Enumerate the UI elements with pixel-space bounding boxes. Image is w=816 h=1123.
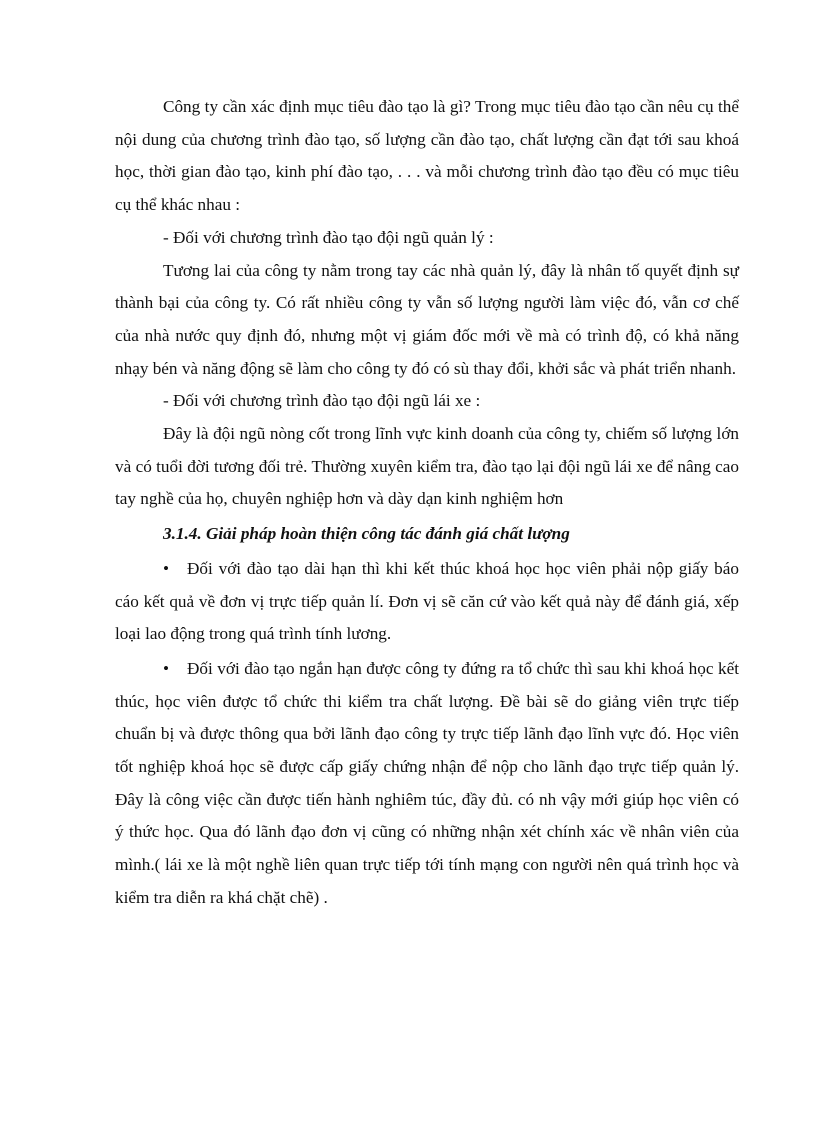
bullet-text: Đối với đào tạo dài hạn thì khi kết thúc khoá học học viên phải nộp giấy báo cáo kết quả về đơn vị trực tiếp quản lí. Đơn vị sẽ căn cứ vào kết quả này để đánh giá, xếp loại lao động trong quá trình tính lương. bbox=[115, 558, 739, 644]
section-heading: 3.1.4. Giải pháp hoàn thiện công tác đánh giá chất lượng bbox=[163, 524, 570, 544]
paragraph-driver-program: - Đối với chương trình đào tạo đội ngũ lái xe : bbox=[163, 391, 481, 411]
bullet-item-long-term bbox=[115, 553, 739, 651]
document-body bbox=[115, 91, 739, 915]
paragraph-management-program: - Đối với chương trình đào tạo đội ngũ quản lý : bbox=[163, 227, 494, 247]
bullet-item-short-term bbox=[115, 653, 739, 915]
paragraph-training-objectives: Công ty cần xác định mục tiêu đào tạo là gì? Trong mục tiêu đào tạo cần nêu cụ thể nội dung của chương trình đào tạo, số lượng cần đào tạo, chất lượng cần đạt tới sau khoá học, thời gian đào tạo, kinh phí đào tạo, . . . và mỗi chương trình đào tạo đều có mục tiêu cụ thể khác nhau : bbox=[115, 97, 739, 215]
bullet-icon: • bbox=[163, 658, 170, 678]
bullet-text: Đối với đào tạo ngắn hạn được công ty đứng ra tổ chức thì sau khi khoá học kết thúc, học viên được tổ chức thi kiểm tra chất lượng. Đề bài sẽ do giảng viên trực tiếp chuẩn bị và được thông qua bởi lãnh đạo công ty trực tiếp lãnh đạo lĩnh vực đó. Học viên tốt nghiệp khoá học sẽ được cấp giấy chứng nhận để nộp cho lãnh đạo trực tiếp quản lý. Đây là công việc cần được tiến hành nghiêm túc, đầy đủ. có nh vậy mới giúp học viên có ý thức học. Qua đó lãnh đạo đơn vị cũng có những nhận xét chính xác về nhân viên của mình.( lái xe là một nghề liên quan trực tiếp tới tính mạng con người nên quá trình học và kiểm tra diễn ra khá chặt chẽ) . bbox=[115, 658, 739, 907]
paragraph-driver-core: Đây là đội ngũ nòng cốt trong lĩnh vực kinh doanh của công ty, chiếm số lượng lớn và có tuổi đời tương đối trẻ. Thường xuyên kiểm tra, đào tạo lại đội ngũ lái xe để nâng cao tay nghề của họ, chuyên nghiệp hơn và dày dạn kinh nghiệm hơn bbox=[115, 424, 739, 509]
paragraph-management-future: Tương lai của công ty nằm trong tay các nhà quản lý, đây là nhân tố quyết định sự thành bại của công ty. Có rất nhiều công ty vẫn số lượng người làm việc đó, vẫn cơ chế của nhà nước quy định đó, nhưng một vị giám đốc mới về mà có trình độ, có khả năng nhạy bén và năng động sẽ làm cho công ty đó có sù thay đổi, khởi sắc và phát triển nhanh. bbox=[115, 260, 739, 378]
bullet-icon: • bbox=[163, 558, 170, 578]
